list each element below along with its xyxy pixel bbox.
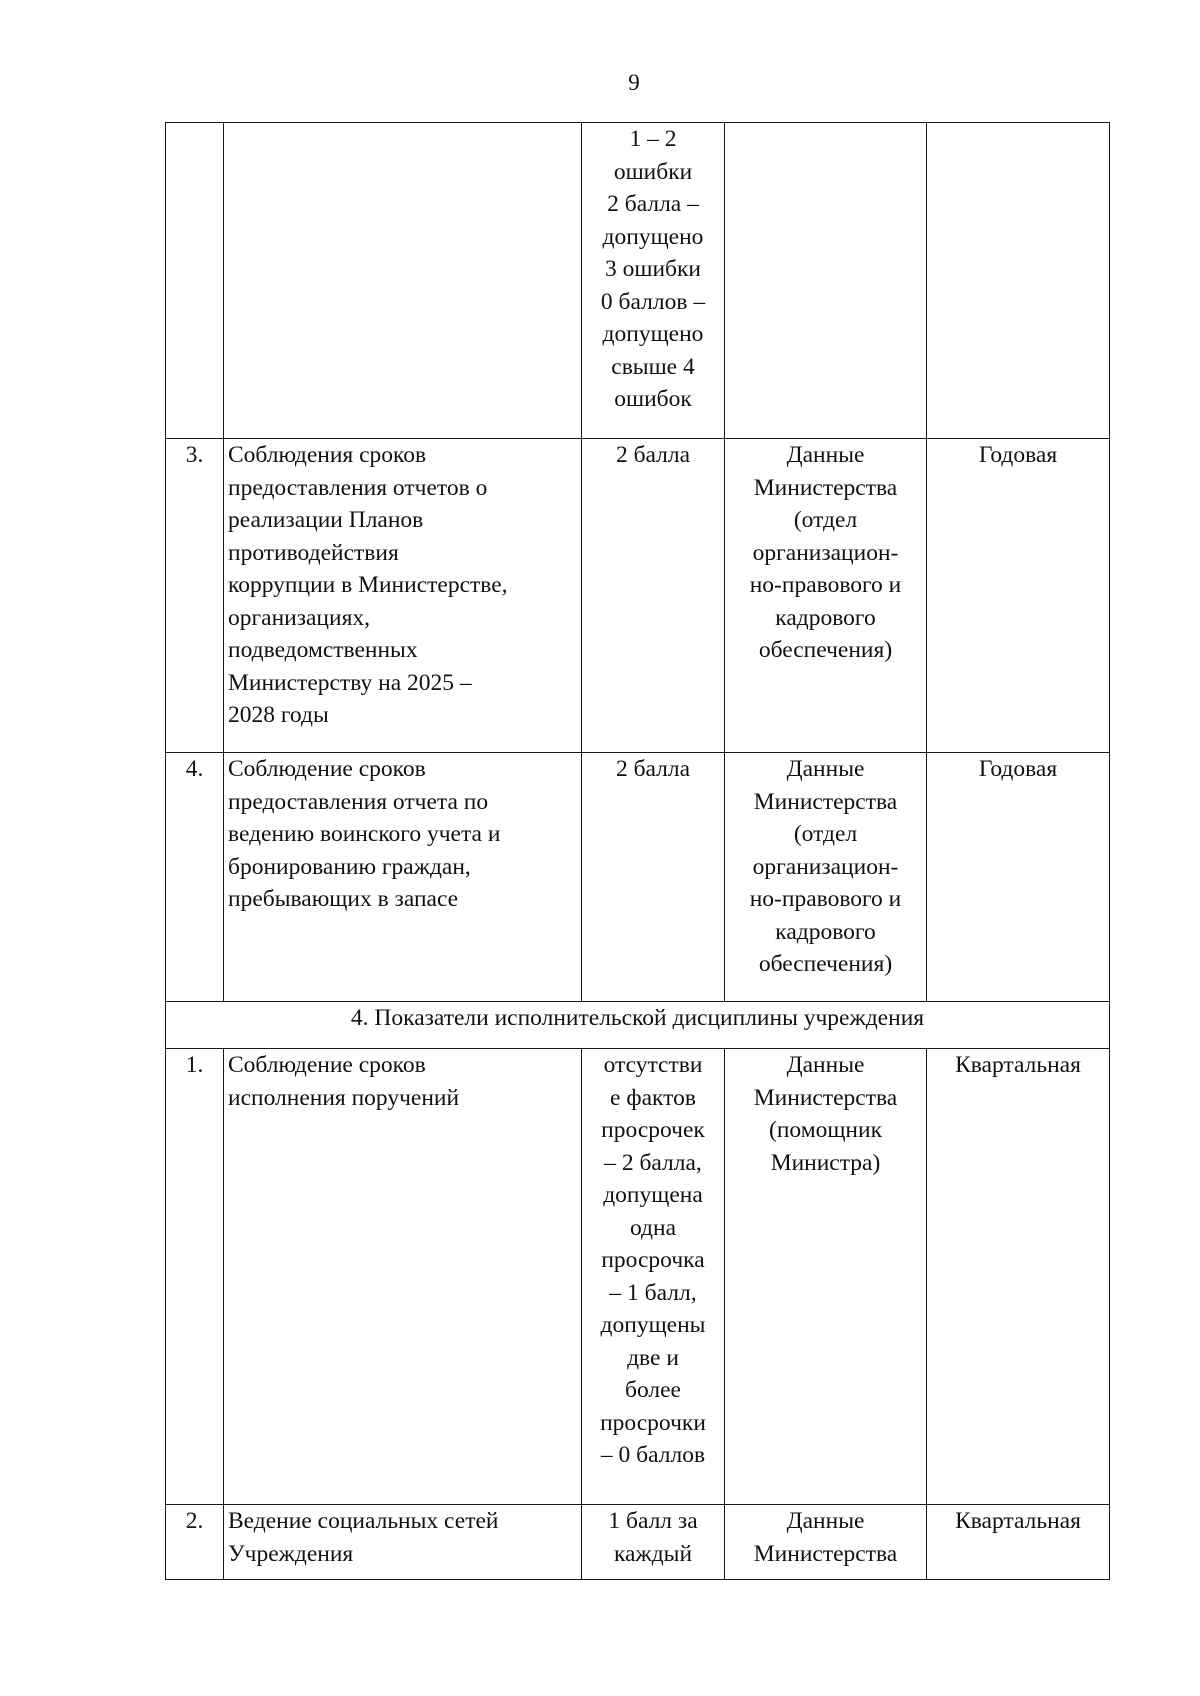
period-cell: Квартальная (927, 1505, 1110, 1580)
table-row (166, 1505, 1110, 1580)
source-cell: Данные Министерства (725, 1505, 927, 1580)
row-number-cell (166, 123, 224, 439)
section-header-row (166, 1002, 1110, 1049)
table-row (166, 753, 1110, 1002)
score-cell: отсутстви е фактов просрочек – 2 балла, допущена одна просрочка – 1 балл, допущены две и более просрочки – 0 баллов (582, 1049, 725, 1505)
table-row (166, 123, 1110, 439)
indicator-cell: Соблюдение сроков исполнения поручений (224, 1049, 582, 1505)
row-number-cell: 3. (166, 439, 224, 753)
indicator-cell: Ведение социальных сетей Учреждения (224, 1505, 582, 1580)
score-cell: 2 балла (582, 439, 725, 753)
source-cell: Данные Министерства (отдел организацион- но-правового и кадрового обеспечения) (725, 753, 927, 1002)
source-cell: Данные Министерства (отдел организацион- но-правового и кадрового обеспечения) (725, 439, 927, 753)
row-number-cell: 2. (166, 1505, 224, 1580)
period-cell (927, 123, 1110, 439)
source-cell (725, 123, 927, 439)
period-cell: Годовая (927, 753, 1110, 1002)
indicator-cell: Соблюдения сроков предоставления отчетов о реализации Планов противодействия коррупции в Министерстве, организациях, подведомственных Министерству на 2025 – 2028 годы (224, 439, 582, 753)
table-row (166, 439, 1110, 753)
indicators-table (165, 122, 1110, 1580)
page-number: 9 (628, 70, 640, 95)
row-number-cell: 1. (166, 1049, 224, 1505)
section-title: 4. Показатели исполнительской дисциплины учреждения (166, 1002, 1110, 1049)
score-cell: 1 балл за каждый (582, 1505, 725, 1580)
indicator-cell: Соблюдение сроков предоставления отчета по ведению воинского учета и бронированию граждан, пребывающих в запасе (224, 753, 582, 1002)
score-cell: 1 – 2 ошибки 2 балла – допущено 3 ошибки 0 баллов – допущено свыше 4 ошибок (582, 123, 725, 439)
score-cell: 2 балла (582, 753, 725, 1002)
indicator-cell (224, 123, 582, 439)
table-row (166, 1049, 1110, 1505)
row-number-cell: 4. (166, 753, 224, 1002)
period-cell: Квартальная (927, 1049, 1110, 1505)
period-cell: Годовая (927, 439, 1110, 753)
source-cell: Данные Министерства (помощник Министра) (725, 1049, 927, 1505)
